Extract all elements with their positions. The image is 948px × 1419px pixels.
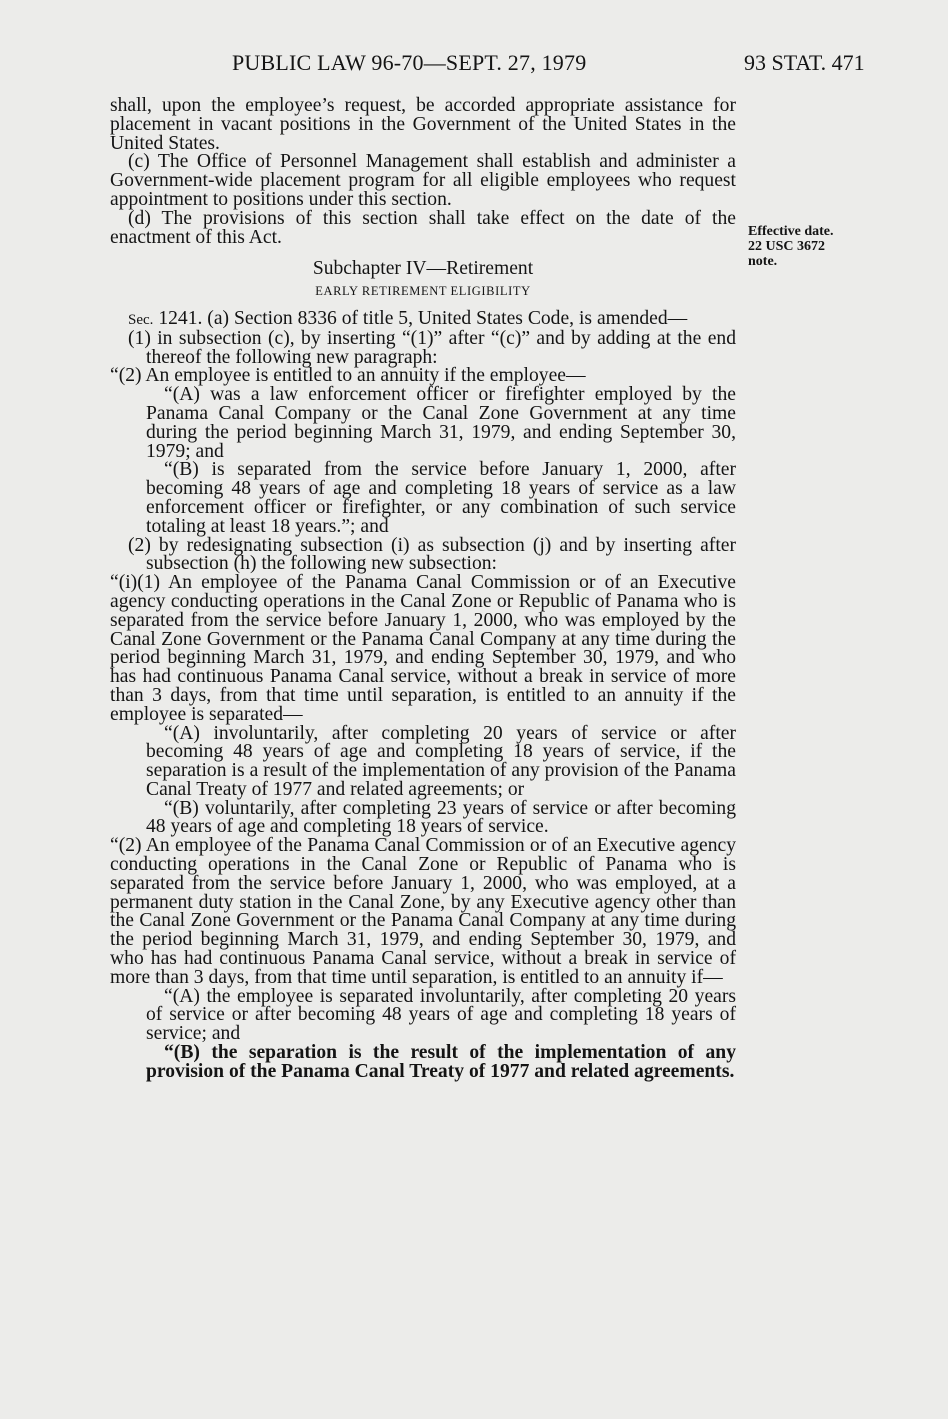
running-header-title: PUBLIC LAW 96-70—SEPT. 27, 1979 (232, 50, 587, 75)
margin-note (748, 224, 834, 269)
quoted-subpara-2b: “(B) is separated from the service before January 1, 2000, after becoming 48 years of age and completing 18 years of service as a law enforcement officer or firefighter, or any combination of such service totaling at least 18 years.”; and (146, 459, 736, 537)
quoted-subsection-i-1b: “(B) voluntarily, after completing 23 years of service or after becoming 48 years of age and completing 18 years of service. (146, 797, 736, 838)
paragraph-continuation: shall, upon the employee’s request, be accorded appropriate assistance for placement in vacant positions in the Government of the United States in the United States. (110, 95, 736, 154)
section-abbrev: Sec. (128, 311, 154, 328)
quoted-subsection-i-2: “(2) An employee of the Panama Canal Commission or of an Executive agency conducting operations in the Canal Zone or Republic of Panama who is separated from the service before January 1, 2000, who was employed, at a permanent duty station in the Canal Zone, by any Executive agency other than the Canal Zone Government or the Panama Canal Company at any time during the period beginning March 31, 1979, and ending September 30, 1979, and who has had continuous Panama Canal service, without a break in service of more than 3 days, from that time until separation, is entitled to an annuity if— (110, 835, 736, 988)
quoted-subsection-i-2b: “(B) the separation is the result of the implementation of any provision of the Panama Canal Treaty of 1977 and related agreements. (146, 1042, 736, 1082)
quoted-subpara-2a: “(A) was a law enforcement officer or firefighter employed by the Panama Canal Company or the Canal Zone Government at any time during the period beginning March 31, 1979, and ending September 30, 1979; and (146, 384, 736, 462)
quoted-subsection-i-1a: “(A) involuntarily, after completing 20 years of service or after becoming 48 years of age and completing 18 years of service, if the separation is a result of the implementation of any provision of the Panama Canal Treaty of 1977 and related agreements; or (146, 722, 736, 800)
quoted-paragraph-2: “(2) An employee is entitled to an annuity if the employee— (110, 365, 586, 387)
margin-note-effective-date: Effective date. (748, 224, 834, 239)
paragraph-d: (d) The provisions of this section shall take effect on the date of the enactment of this Act. (110, 207, 736, 248)
document-body (110, 97, 736, 1082)
margin-note-usc-citation: 22 USC 3672 (748, 239, 826, 254)
section-1241-text: 1241. (a) Section 8336 of title 5, United States Code, is amended— (153, 307, 688, 329)
statute-page-number: 93 STAT. 471 (744, 50, 865, 75)
quoted-subsection-i-2a: “(A) the employee is separated involuntarily, after completing 20 years of service or after becoming 48 years of age and completing 18 years of service; and (146, 985, 736, 1045)
subchapter-heading: Subchapter IV—Retirement (312, 258, 534, 280)
amendment-item-2: (2) by redesignating subsection (i) as subsection (j) and by inserting after subsection (h) the following new subsection: (128, 534, 736, 575)
paragraph-c: (c) The Office of Personnel Management shall establish and administer a Government-wide placement program for all eligible employees who request appointment to positions under this section. (110, 151, 736, 210)
amendment-item-1: (1) in subsection (c), by inserting “(1)” after “(c)” and by adding at the end thereof the following new paragraph: (128, 327, 736, 368)
margin-note-note: note. (748, 254, 778, 269)
section-heading: EARLY RETIREMENT ELIGIBILITY (315, 284, 531, 299)
quoted-subsection-i-1: “(i)(1) An employee of the Panama Canal Commission or of an Executive agency conducting operations in the Canal Zone or Republic of Panama who is separated from the service before January 1, 2000, who was employed by the Canal Zone Government or the Panama Canal Company at any time during the period beginning March 31, 1979, and ending September 30, 1979, and who has had continuous Panama Canal service, without a break in service of more than 3 days, from that time until separation, is entitled to an annuity if the employee is separated— (110, 572, 736, 725)
section-1241-intro (110, 307, 736, 330)
